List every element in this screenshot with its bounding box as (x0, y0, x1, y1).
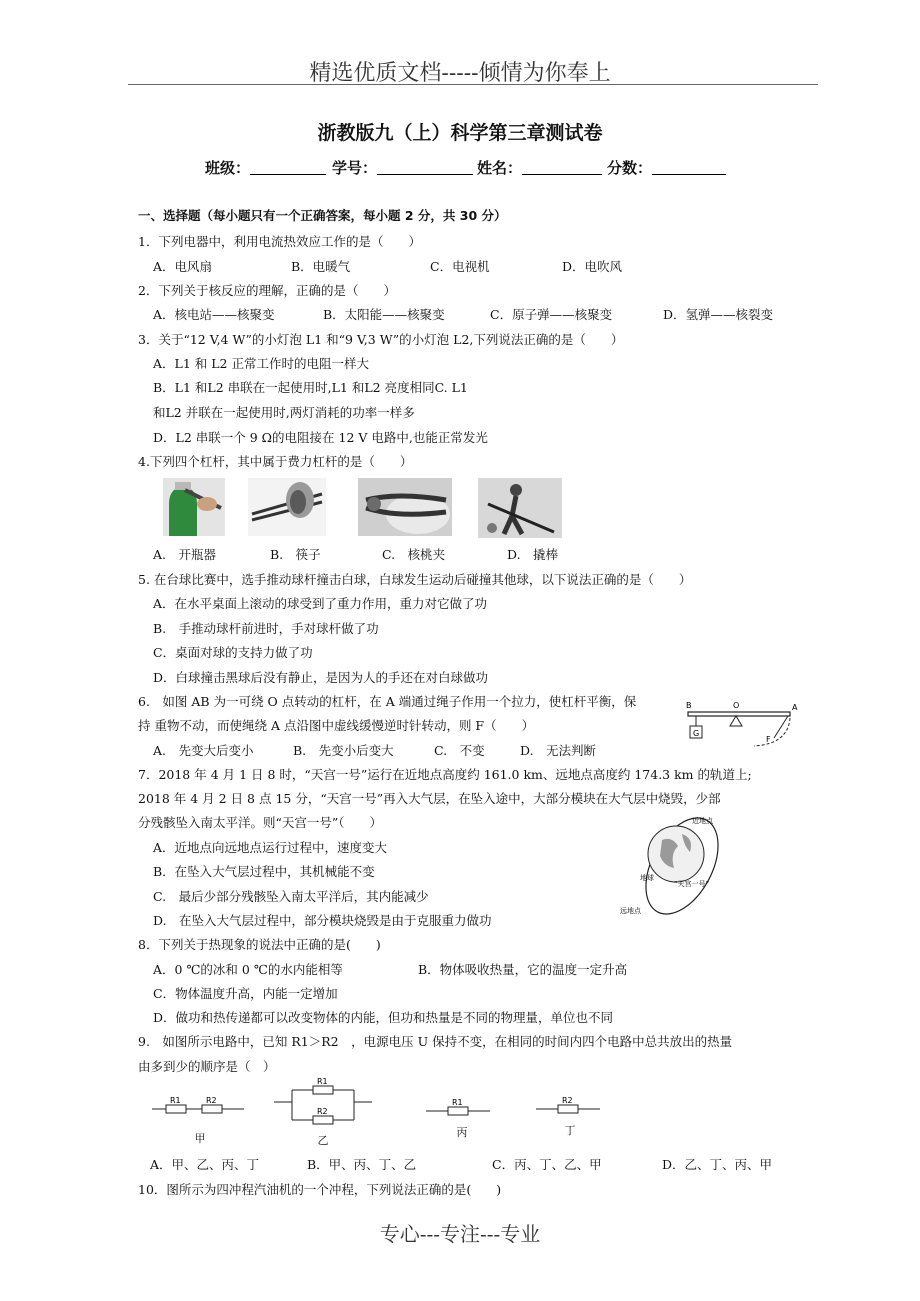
orbit-label-near: 近地点 (692, 817, 713, 825)
lever-diagram (684, 696, 800, 756)
class-blank[interactable] (250, 160, 326, 175)
lever-label-o: O (733, 701, 740, 710)
exam-title: 浙教版九（上）科学第三章测试卷 (317, 122, 603, 144)
q9-stem-line2: 由多到少的顺序是（ ） (138, 1059, 276, 1074)
q9-option-d[interactable]: D．乙、丁、丙、甲 (662, 1157, 773, 1172)
name-blank[interactable] (522, 160, 602, 175)
lever-label-a: A (792, 703, 798, 712)
q2-option-c[interactable]: C．原子弹——核聚变 (490, 307, 613, 322)
q1-option-a[interactable]: A．电风扇 (153, 259, 213, 274)
circuit-jia-caption: 甲 (194, 1132, 206, 1145)
q8-option-a[interactable]: A．0 ℃的冰和 0 ℃的水内能相等 (153, 962, 343, 977)
q3-option-a[interactable]: A．L1 和 L2 正常工作时的电阻一样大 (153, 356, 369, 371)
orbit-label-station: “天宫一号” (674, 880, 710, 888)
orbit-label-earth: 地球 (640, 874, 654, 882)
q8-option-d[interactable]: D．做功和热传递都可以改变物体的内能，但功和热量是不同的物理量，单位也不同 (153, 1010, 614, 1025)
q6-option-d[interactable]: D. 无法判断 (520, 743, 597, 758)
circuit-yi-caption: 乙 (317, 1134, 329, 1147)
q2-option-a[interactable]: A．核电站——核聚变 (153, 307, 275, 322)
q5-stem: 5. 在台球比赛中，选手推动球杆撞击白球，白球发生运动后碰撞其他球，以下说法正确的是（ ） (138, 572, 692, 587)
q5-option-c[interactable]: C．桌面对球的支持力做了功 (153, 645, 313, 660)
bottle-opener-photo (163, 478, 225, 536)
q7-option-c[interactable]: C. 最后少部分残骸坠入南太平洋后，其内能减少 (153, 889, 429, 904)
q2-option-b[interactable]: B．太阳能——核聚变 (323, 307, 445, 322)
number-blank[interactable] (377, 160, 473, 175)
q7-option-b[interactable]: B．在坠入大气层过程中，其机械能不变 (153, 864, 375, 879)
q8-option-b[interactable]: B．物体吸收热量，它的温度一定升高 (418, 962, 628, 977)
circuit-jia (150, 1092, 246, 1122)
header-rule (128, 84, 818, 85)
q6-option-a[interactable]: A. 先变大后变小 (153, 743, 254, 758)
circuit-yi (272, 1074, 374, 1130)
q4-option-a[interactable]: A. 开瓶器 (153, 547, 217, 562)
q6-option-c[interactable]: C. 不变 (434, 743, 485, 758)
q7-option-a[interactable]: A．近地点向远地点运行过程中，速度变大 (153, 840, 388, 855)
name-label: 姓名： (477, 159, 523, 177)
q9-option-c[interactable]: C．丙、丁、乙、甲 (492, 1157, 602, 1172)
q3-stem: 3．关于“12 V,4 W”的小灯泡 L1 和“9 V,3 W”的小灯泡 L2,下列说法正确的是（ ） (138, 332, 624, 347)
q7-stem-line2: 2018 年 4 月 2 日 8 点 15 分，“天宫一号”再入大气层，在坠入途中，大部分模块在大气层中烧毁，少部 (138, 791, 721, 806)
orbit-diagram (616, 810, 756, 918)
q4-option-d[interactable]: D. 撬棒 (507, 547, 559, 562)
q6-stem-line1: 6. 如图 AB 为一可绕 O 点转动的杠杆，在 A 端通过绳子作用一个拉力，使杠杆平衡，保 (138, 694, 637, 709)
class-field (205, 157, 326, 178)
q9-stem-line1: 9. 如图所示电路中，已知 R1＞R2 ，电源电压 U 保持不变，在相同的时间内四个电路中总共放出的热量 (138, 1034, 733, 1049)
circuit-bing-caption: 丙 (456, 1126, 468, 1139)
lever-label-f: F (766, 735, 771, 744)
crowbar-photo (478, 478, 562, 538)
jia-r2-label: R2 (206, 1096, 217, 1105)
section-heading: 一、选择题（每小题只有一个正确答案，每小题 2 分，共 30 分） (138, 208, 507, 223)
score-field (607, 157, 726, 178)
yi-r1-label: R1 (317, 1077, 328, 1086)
number-field (332, 157, 473, 178)
number-label: 学号： (332, 159, 378, 177)
q8-stem: 8．下列关于热现象的说法中正确的是( ) (138, 937, 381, 952)
yi-r2-label: R2 (317, 1107, 328, 1116)
circuit-ding (534, 1092, 602, 1118)
score-label: 分数： (607, 159, 653, 177)
name-field (477, 157, 602, 178)
q7-stem-line3: 分残骸坠入南太平洋。则“天宫一号”（ ） (138, 815, 383, 830)
circuit-bing (424, 1094, 492, 1120)
lever-label-g: G (693, 729, 700, 738)
q3-option-d[interactable]: D．L2 串联一个 9 Ω的电阻接在 12 V 电路中,也能正常发光 (153, 430, 488, 445)
q8-option-c[interactable]: C．物体温度升高，内能一定增加 (153, 986, 338, 1001)
bing-r1-label: R1 (452, 1098, 463, 1107)
page-header: 精选优质文档-----倾情为你奉上 (309, 61, 611, 86)
q4-stem: 4.下列四个杠杆，其中属于费力杠杆的是（ ） (138, 454, 413, 469)
q4-option-b[interactable]: B. 筷子 (270, 547, 321, 562)
q7-stem-line1: 7．2018 年 4 月 1 日 8 时，“天宫一号”运行在近地点高度约 161.0 km、远地点高度约 174.3 km 的轨道上; (138, 767, 752, 782)
nutcracker-photo (358, 478, 452, 536)
q9-option-a[interactable]: A．甲、乙、丙、丁 (150, 1157, 260, 1172)
q1-option-b[interactable]: B．电暖气 (291, 259, 351, 274)
q9-option-b[interactable]: B．甲、丙、丁、乙 (307, 1157, 417, 1172)
q2-option-d[interactable]: D．氢弹——核裂变 (663, 307, 774, 322)
class-label: 班级： (205, 159, 251, 177)
q5-option-a[interactable]: A．在水平桌面上滚动的球受到了重力作用，重力对它做了功 (153, 596, 488, 611)
jia-r1-label: R1 (170, 1096, 181, 1105)
circuit-ding-caption: 丁 (564, 1124, 576, 1137)
q4-option-c[interactable]: C. 核桃夹 (382, 547, 446, 562)
q1-option-c[interactable]: C．电视机 (430, 259, 490, 274)
q6-option-b[interactable]: B. 先变小后变大 (293, 743, 394, 758)
chopsticks-photo (248, 478, 326, 536)
q5-option-b[interactable]: B. 手推动球杆前进时，手对球杆做了功 (153, 621, 379, 636)
ding-r2-label: R2 (562, 1096, 573, 1105)
q1-stem: 1．下列电器中，利用电流热效应工作的是（ ） (138, 234, 421, 249)
q1-option-d[interactable]: D．电吹风 (562, 259, 623, 274)
q3-option-b[interactable]: B．L1 和L2 串联在一起使用时,L1 和L2 亮度相同C. L1 (153, 380, 468, 395)
score-blank[interactable] (652, 160, 726, 175)
page-footer: 专心---专注---专业 (379, 1222, 541, 1246)
q7-option-d[interactable]: D. 在坠入大气层过程中，部分模块烧毁是由于克服重力做功 (153, 913, 492, 928)
q6-stem-line2: 持 重物不动，而使绳绕 A 点沿图中虚线缓慢逆时针转动，则 F（ ） (138, 718, 535, 733)
q5-option-d[interactable]: D．白球撞击黑球后没有静止，是因为人的手还在对白球做功 (153, 670, 489, 685)
q10-stem: 10．图所示为四冲程汽油机的一个冲程，下列说法正确的是( ) (138, 1182, 502, 1197)
q2-stem: 2．下列关于核反应的理解，正确的是（ ） (138, 283, 396, 298)
orbit-label-far: 远地点 (620, 907, 641, 915)
q3-option-c[interactable]: 和L2 并联在一起使用时,两灯消耗的功率一样多 (153, 405, 415, 420)
lever-label-b: B (686, 701, 692, 710)
